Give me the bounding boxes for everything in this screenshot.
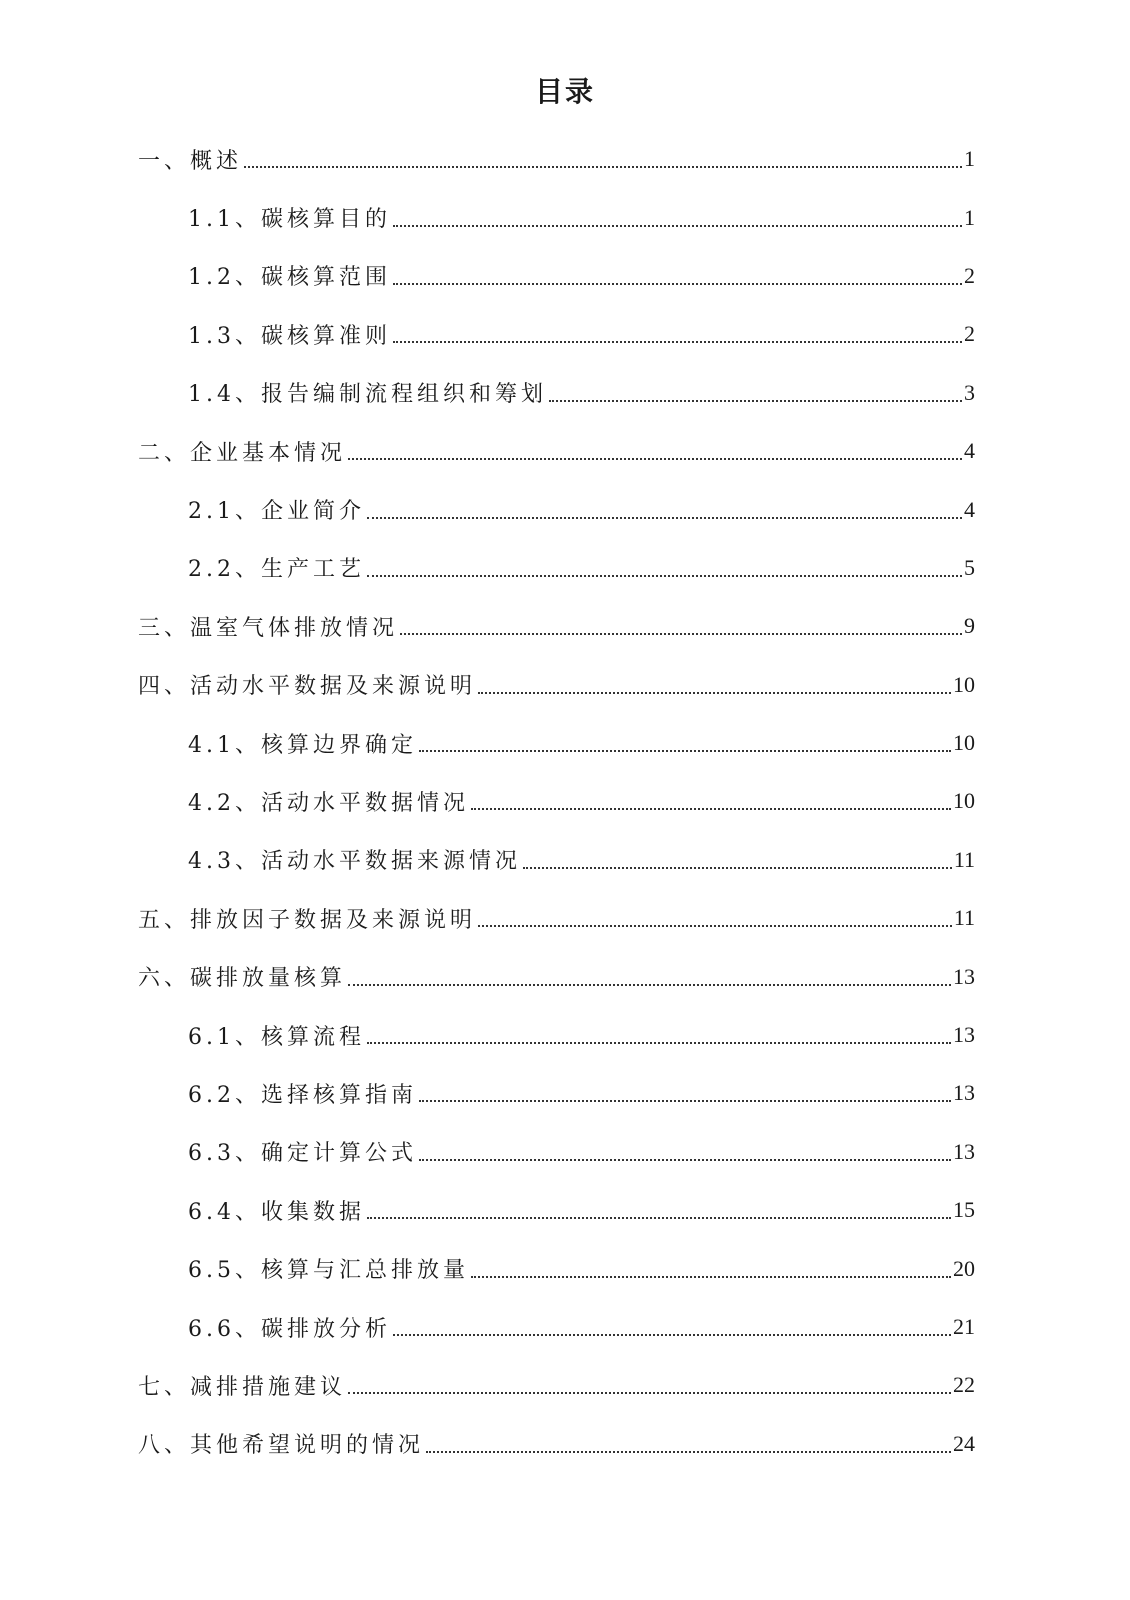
dot-leader xyxy=(244,166,962,168)
toc-section-entry[interactable] xyxy=(0,305,1130,363)
dot-leader xyxy=(367,517,962,519)
toc-page-number: 24 xyxy=(953,1430,975,1456)
toc-page-number: 11 xyxy=(953,846,975,872)
toc-page-number: 1 xyxy=(964,146,975,172)
toc-entry-label: 6.4、收集数据 xyxy=(188,1199,365,1225)
toc-chapter-entry[interactable] xyxy=(0,889,1130,947)
dot-leader xyxy=(478,692,951,694)
toc-section-entry[interactable] xyxy=(0,188,1130,246)
dot-leader xyxy=(471,1276,951,1278)
toc-list xyxy=(0,130,1130,1473)
toc-entry-label: 八、其他希望说明的情况 xyxy=(138,1433,425,1459)
toc-section-entry[interactable] xyxy=(0,714,1130,772)
dot-leader xyxy=(348,1392,951,1394)
toc-section-entry[interactable] xyxy=(0,364,1130,422)
dot-leader xyxy=(478,925,952,927)
toc-page-number: 10 xyxy=(953,788,975,814)
toc-page-number: 21 xyxy=(953,1314,975,1339)
toc-entry-label: 1.3、碳核算准则 xyxy=(188,323,391,349)
toc-entry-label: 四、活动水平数据及来源说明 xyxy=(138,674,477,700)
toc-section-entry[interactable] xyxy=(0,247,1130,305)
toc-entry-label: 1.1、碳核算目的 xyxy=(188,207,391,233)
toc-section-entry[interactable] xyxy=(0,1181,1130,1239)
toc-entry-label: 6.2、选择核算指南 xyxy=(188,1082,417,1108)
toc-chapter-entry[interactable] xyxy=(0,947,1130,1005)
toc-chapter-entry[interactable] xyxy=(0,130,1130,188)
toc-entry-label: 4.2、活动水平数据情况 xyxy=(188,790,469,816)
toc-entry-label: 6.1、核算流程 xyxy=(188,1024,365,1050)
toc-page-number: 4 xyxy=(964,438,975,464)
toc-entry-label: 1.2、碳核算范围 xyxy=(188,265,391,291)
toc-chapter-entry[interactable] xyxy=(0,1415,1130,1473)
toc-entry-label: 三、温室气体排放情况 xyxy=(138,615,399,641)
toc-section-entry[interactable] xyxy=(0,1064,1130,1122)
dot-leader xyxy=(348,984,951,986)
toc-page-number: 2 xyxy=(964,262,975,288)
dot-leader xyxy=(419,1159,951,1161)
dot-leader xyxy=(419,1100,951,1102)
toc-page-number: 2 xyxy=(964,321,975,347)
dot-leader xyxy=(549,400,962,402)
toc-section-entry[interactable] xyxy=(0,480,1130,538)
dot-leader xyxy=(393,341,962,343)
dot-leader xyxy=(348,458,962,460)
dot-leader xyxy=(393,283,962,285)
toc-page-number: 1 xyxy=(964,204,975,230)
toc-section-entry[interactable] xyxy=(0,772,1130,830)
toc-entry-label: 4.1、核算边界确定 xyxy=(188,732,417,758)
toc-entry-label: 6.5、核算与汇总排放量 xyxy=(188,1258,469,1284)
dot-leader xyxy=(393,225,962,227)
toc-page-number: 20 xyxy=(953,1255,975,1281)
toc-section-entry[interactable] xyxy=(0,1239,1130,1297)
toc-page-number: 13 xyxy=(953,1138,975,1164)
toc-page-number: 15 xyxy=(953,1197,975,1223)
toc-page-number: 10 xyxy=(953,671,975,697)
dot-leader xyxy=(523,867,952,869)
toc-section-entry[interactable] xyxy=(0,539,1130,597)
dot-leader xyxy=(419,750,951,752)
dot-leader xyxy=(471,808,951,810)
toc-entry-label: 2.1、企业简介 xyxy=(188,499,365,525)
dot-leader xyxy=(393,1334,951,1336)
toc-entry-label: 二、企业基本情况 xyxy=(138,440,347,466)
toc-chapter-entry[interactable] xyxy=(0,1356,1130,1414)
toc-chapter-entry[interactable] xyxy=(0,422,1130,480)
toc-entry-label: 七、减排措施建议 xyxy=(138,1374,347,1400)
toc-page-number: 4 xyxy=(964,496,975,522)
toc-page-number: 9 xyxy=(964,613,975,639)
toc-page-number: 3 xyxy=(964,379,975,405)
toc-entry-label: 六、碳排放量核算 xyxy=(138,966,347,992)
toc-section-entry[interactable] xyxy=(0,831,1130,889)
toc-entry-label: 6.3、确定计算公式 xyxy=(188,1141,417,1167)
toc-entry-label: 6.6、碳排放分析 xyxy=(188,1316,391,1342)
dot-leader xyxy=(426,1451,951,1453)
toc-entry-label: 五、排放因子数据及来源说明 xyxy=(138,907,477,933)
dot-leader xyxy=(367,1217,951,1219)
toc-chapter-entry[interactable] xyxy=(0,597,1130,655)
toc-page-number: 13 xyxy=(953,963,975,989)
toc-entry-label: 1.4、报告编制流程组织和筹划 xyxy=(188,382,547,408)
toc-chapter-entry[interactable] xyxy=(0,656,1130,714)
dot-leader xyxy=(400,633,962,635)
toc-entry-label: 一、概述 xyxy=(138,148,243,174)
toc-page-number: 5 xyxy=(964,554,975,580)
toc-section-entry[interactable] xyxy=(0,1006,1130,1064)
toc-section-entry[interactable] xyxy=(0,1298,1130,1356)
toc-entry-label: 4.3、活动水平数据来源情况 xyxy=(188,849,521,875)
dot-leader xyxy=(367,1042,951,1044)
toc-entry-label: 2.2、生产工艺 xyxy=(188,557,365,583)
toc-section-entry[interactable] xyxy=(0,1123,1130,1181)
toc-title: 目录 xyxy=(534,75,595,108)
toc-page-number: 22 xyxy=(953,1372,975,1398)
toc-page-number: 10 xyxy=(953,730,975,756)
toc-page-number: 13 xyxy=(953,1080,975,1106)
toc-page-number: 11 xyxy=(953,905,975,931)
toc-page-number: 13 xyxy=(953,1022,975,1048)
dot-leader xyxy=(367,575,962,577)
